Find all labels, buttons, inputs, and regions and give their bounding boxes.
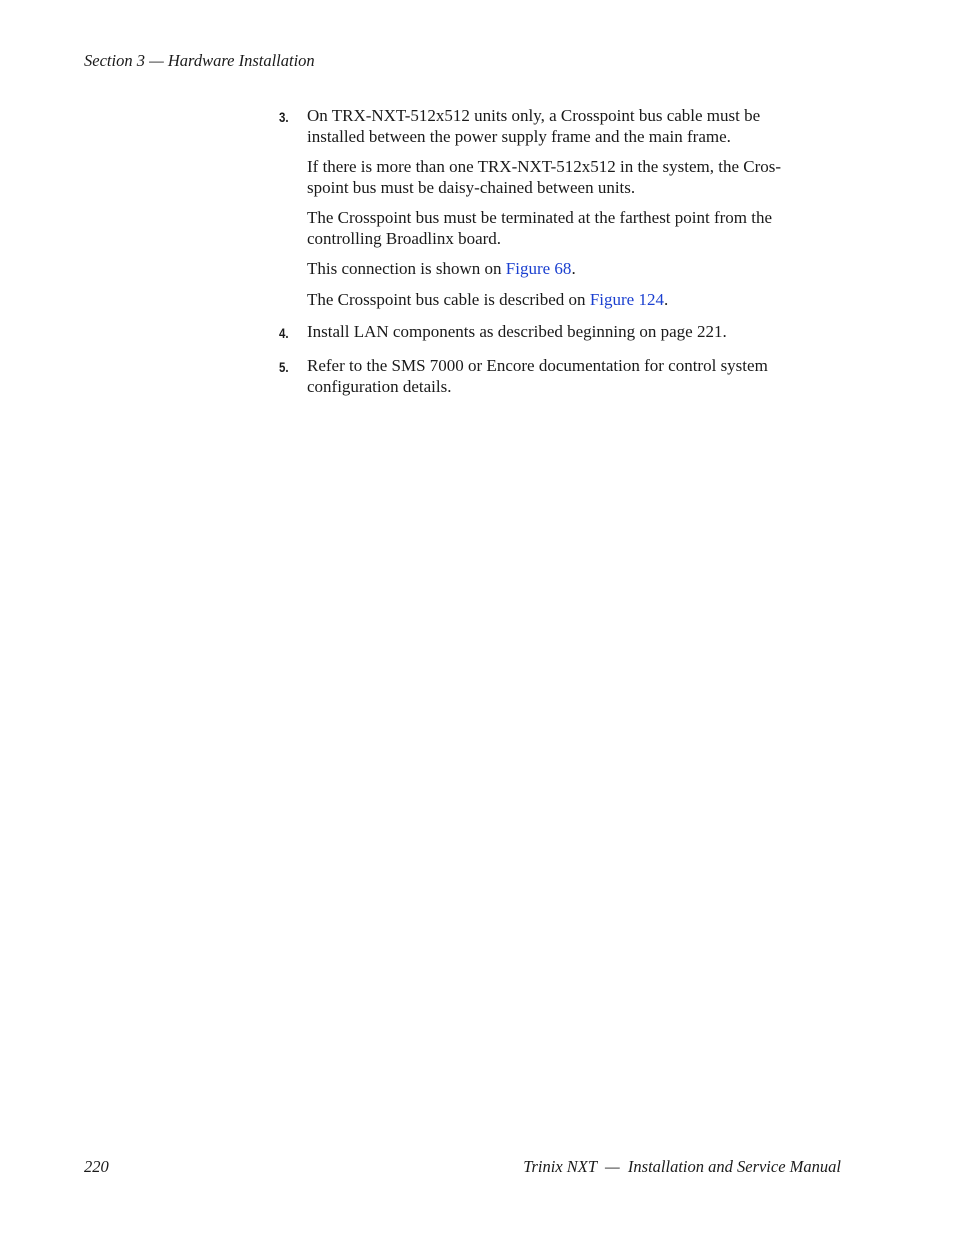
running-header: Section 3 — Hardware Installation xyxy=(84,51,315,70)
cable-period: . xyxy=(663,289,669,309)
step-number: 4. xyxy=(279,325,289,341)
cable-paragraph xyxy=(307,290,839,311)
cable-text: The Crosspoint bus cable is described on xyxy=(307,289,590,309)
daisy-chain-line-1: If there is more than one TRX-NXT-512x512 in the system, the Cros- xyxy=(307,157,782,176)
procedure-steps xyxy=(279,106,839,397)
connection-period: . xyxy=(571,259,576,278)
termination-line-2: controlling Broadlinx board. xyxy=(307,228,502,248)
manual-title: Trinix NXT — Installation and Service Manual xyxy=(523,1157,841,1176)
step-number: 5. xyxy=(279,359,289,375)
termination-line-1: The Crosspoint bus must be terminated at the farthest point from the xyxy=(307,208,773,227)
step-4 xyxy=(279,322,839,344)
step-4-line-1: Install LAN components as described beginning on page 221. xyxy=(307,322,727,341)
step-5-line-1: Refer to the SMS 7000 or Encore documentation for control system xyxy=(307,356,768,375)
step-body xyxy=(307,356,839,397)
step-body xyxy=(307,322,839,343)
connection-text: This connection is shown on xyxy=(307,259,506,278)
step-3-line-1: On TRX-NXT-512x512 units only, a Crosspoint bus cable must be xyxy=(307,106,761,125)
step-3-line-2: installed between the power supply frame and the main frame. xyxy=(307,126,731,146)
figure-124-link[interactable]: Figure 124 xyxy=(589,289,664,309)
connection-paragraph xyxy=(307,259,839,280)
page-number: 220 xyxy=(84,1157,109,1176)
step-3 xyxy=(279,106,839,310)
daisy-chain-line-2: spoint bus must be daisy-chained between units. xyxy=(307,177,636,197)
figure-68-link[interactable]: Figure 68 xyxy=(505,259,572,278)
step-5 xyxy=(279,356,839,397)
step-number: 3. xyxy=(279,109,289,125)
step-5-line-2: configuration details. xyxy=(307,376,452,396)
step-body xyxy=(307,106,839,310)
